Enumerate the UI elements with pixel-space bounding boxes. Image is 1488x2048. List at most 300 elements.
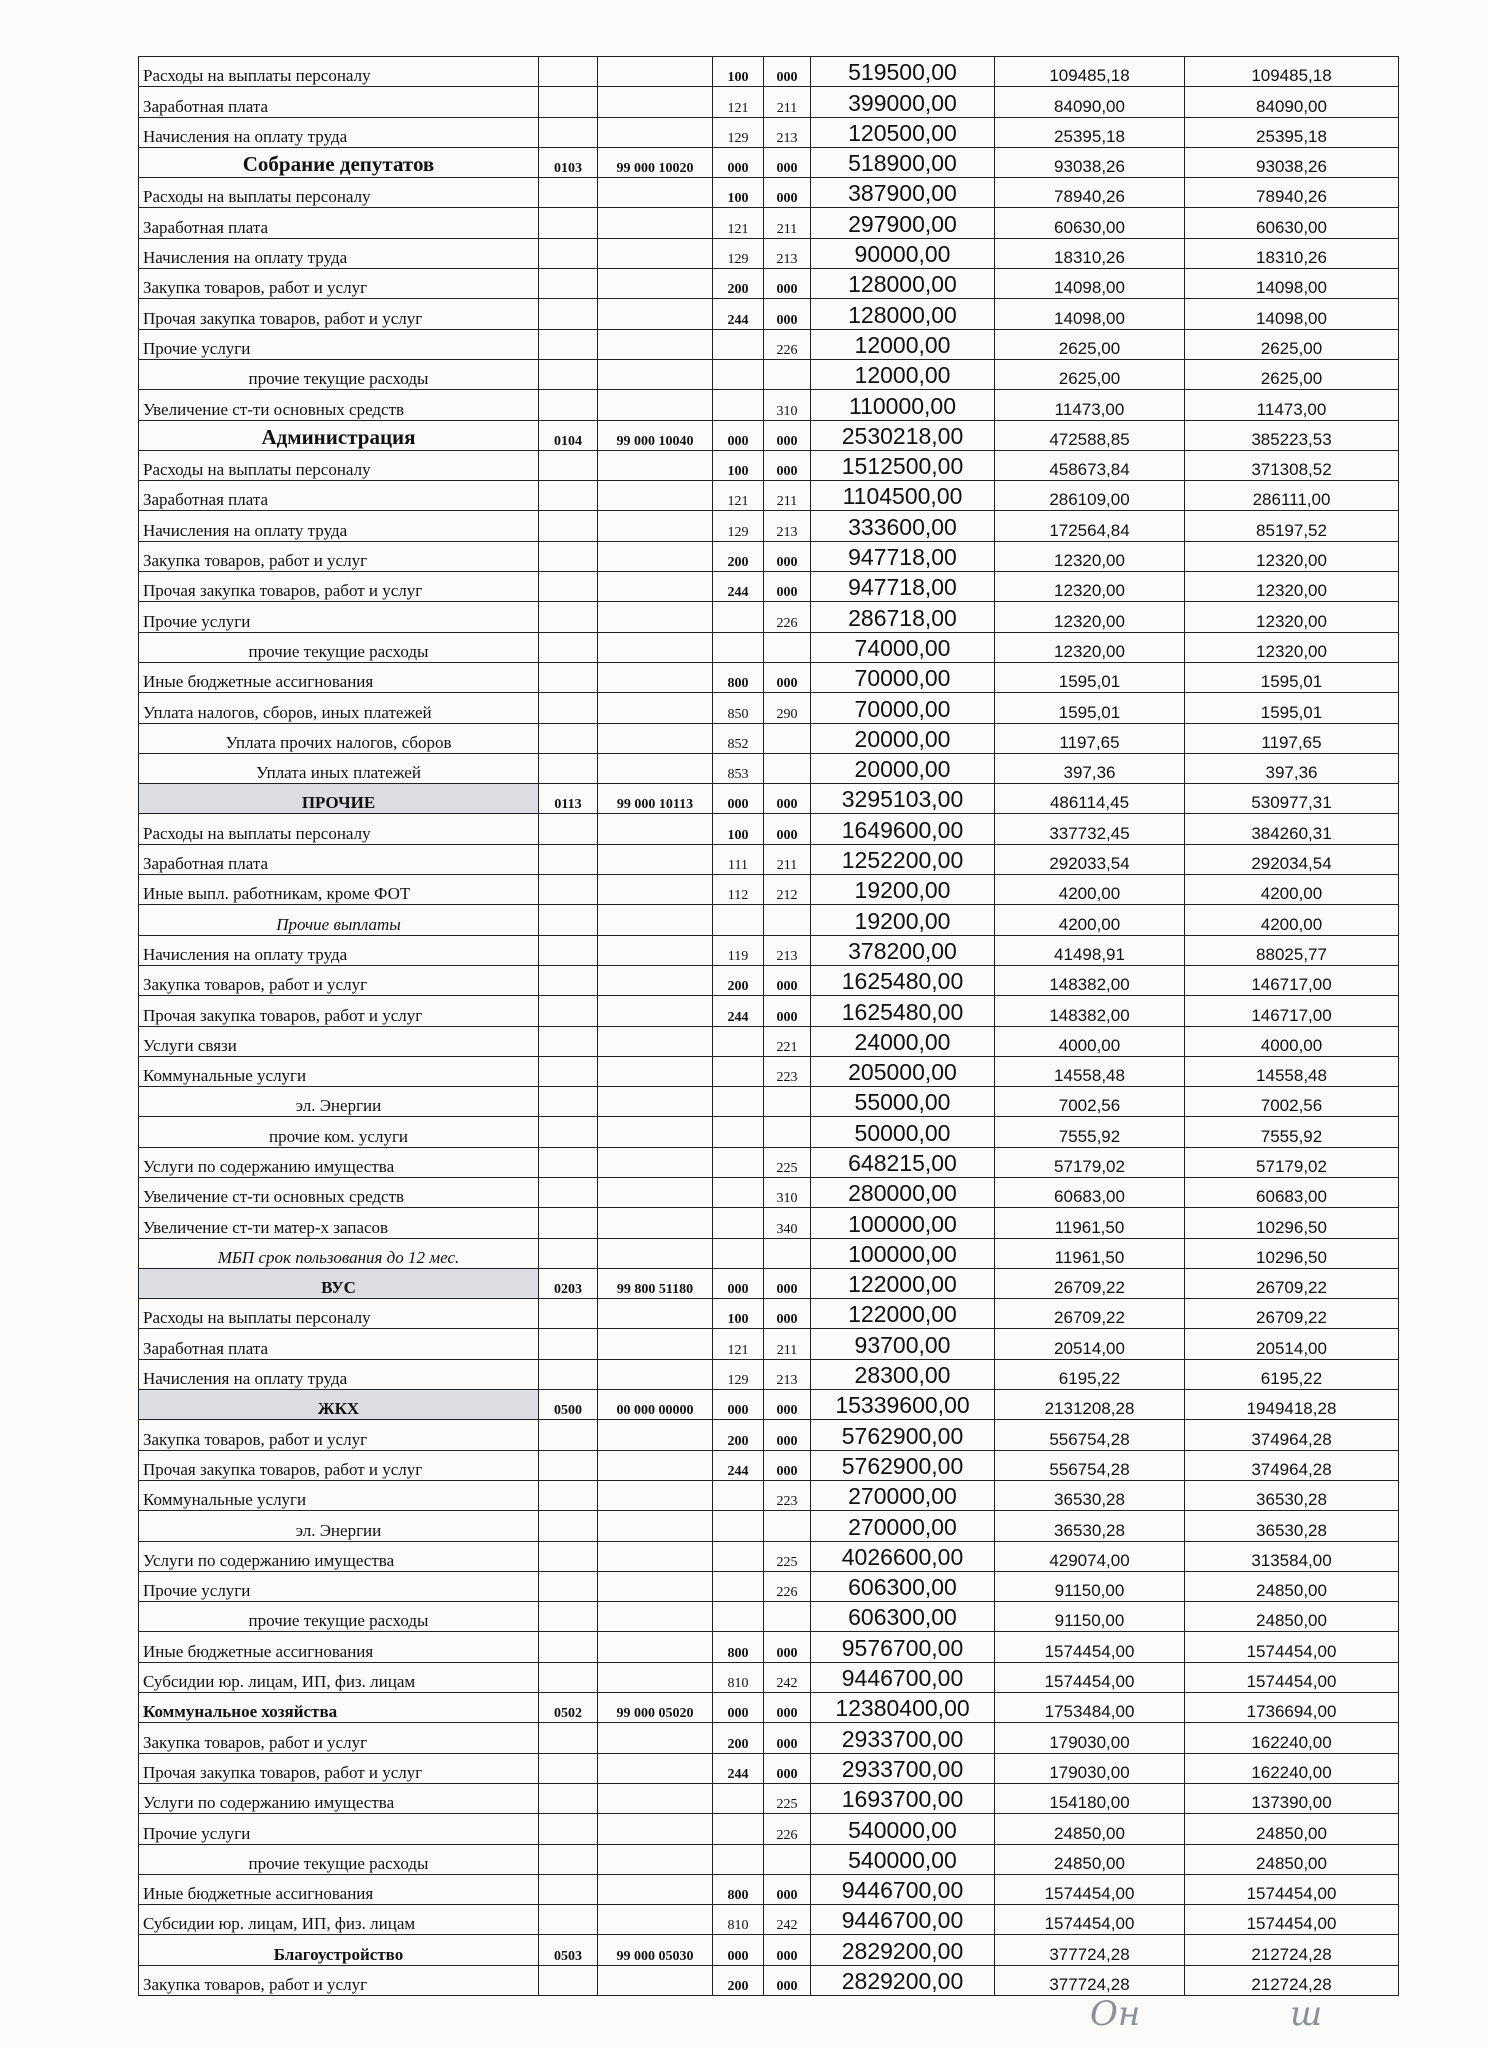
row-name-cell: Услуги по содержанию имущества <box>139 1147 539 1177</box>
row-kosgu-cell: 213 <box>764 935 811 965</box>
table-row <box>139 1480 1399 1510</box>
row-expense-type-cell: 200 <box>713 1420 764 1450</box>
table-row <box>139 753 1399 783</box>
row-fact2-cell: 1574454,00 <box>1185 1905 1399 1935</box>
row-section-cell <box>539 57 598 87</box>
row-section-cell <box>539 1299 598 1329</box>
row-fact2-cell: 1197,65 <box>1185 723 1399 753</box>
row-section-cell <box>539 359 598 389</box>
row-kosgu-cell: 221 <box>764 1026 811 1056</box>
row-fact2-cell: 18310,26 <box>1185 238 1399 268</box>
row-plan-cell: 540000,00 <box>811 1814 995 1844</box>
row-name-cell: Закупка товаров, работ и услуг <box>139 1723 539 1753</box>
row-name-cell: Услуги по содержанию имущества <box>139 1541 539 1571</box>
row-article-cell <box>598 450 713 480</box>
table-row <box>139 238 1399 268</box>
row-kosgu-cell: 225 <box>764 1147 811 1177</box>
row-plan-cell: 1649600,00 <box>811 814 995 844</box>
row-fact1-cell: 20514,00 <box>995 1329 1185 1359</box>
row-kosgu-cell <box>764 632 811 662</box>
row-section-cell <box>539 1874 598 1904</box>
row-kosgu-cell <box>764 1844 811 1874</box>
row-expense-type-cell: 000 <box>713 1390 764 1420</box>
row-article-cell <box>598 572 713 602</box>
row-article-cell <box>598 1117 713 1147</box>
handwritten-mark-1: Он <box>1090 1994 1141 2034</box>
row-fact1-cell: 109485,18 <box>995 57 1185 87</box>
row-fact1-cell: 36530,28 <box>995 1511 1185 1541</box>
row-fact1-cell: 1574454,00 <box>995 1662 1185 1692</box>
row-fact2-cell: 397,36 <box>1185 753 1399 783</box>
row-expense-type-cell <box>713 1541 764 1571</box>
row-section-cell <box>539 1329 598 1359</box>
row-fact1-cell: 486114,45 <box>995 784 1185 814</box>
row-plan-cell: 648215,00 <box>811 1147 995 1177</box>
row-name-cell: прочие текущие расходы <box>139 1844 539 1874</box>
row-name-cell: Заработная плата <box>139 208 539 238</box>
row-name-cell: ПРОЧИЕ <box>139 784 539 814</box>
row-expense-type-cell: 244 <box>713 996 764 1026</box>
row-article-cell <box>598 359 713 389</box>
row-plan-cell: 1512500,00 <box>811 450 995 480</box>
row-expense-type-cell: 810 <box>713 1662 764 1692</box>
row-article-cell <box>598 1541 713 1571</box>
row-fact1-cell: 179030,00 <box>995 1753 1185 1783</box>
row-fact2-cell: 212724,28 <box>1185 1935 1399 1965</box>
row-name-cell: Услуги по содержанию имущества <box>139 1783 539 1813</box>
row-fact2-cell: 292034,54 <box>1185 844 1399 874</box>
table-row <box>139 935 1399 965</box>
row-plan-cell: 9446700,00 <box>811 1874 995 1904</box>
row-article-cell <box>598 117 713 147</box>
row-expense-type-cell: 810 <box>713 1905 764 1935</box>
row-kosgu-cell <box>764 1117 811 1147</box>
row-kosgu-cell: 213 <box>764 1359 811 1389</box>
table-row <box>139 662 1399 692</box>
row-expense-type-cell: 121 <box>713 208 764 238</box>
row-section-cell <box>539 481 598 511</box>
row-expense-type-cell <box>713 632 764 662</box>
row-fact1-cell: 12320,00 <box>995 572 1185 602</box>
row-article-cell <box>598 1965 713 1995</box>
row-plan-cell: 120500,00 <box>811 117 995 147</box>
row-fact1-cell: 12320,00 <box>995 602 1185 632</box>
row-kosgu-cell: 211 <box>764 87 811 117</box>
row-kosgu-cell: 000 <box>764 1693 811 1723</box>
row-section-cell <box>539 996 598 1026</box>
row-article-cell <box>598 299 713 329</box>
row-name-cell: Прочие услуги <box>139 329 539 359</box>
row-plan-cell: 333600,00 <box>811 511 995 541</box>
row-name-cell: Начисления на оплату труда <box>139 238 539 268</box>
row-section-cell: 0104 <box>539 420 598 450</box>
row-name-cell: Расходы на выплаты персоналу <box>139 178 539 208</box>
table-row <box>139 1420 1399 1450</box>
row-expense-type-cell: 000 <box>713 420 764 450</box>
row-kosgu-cell: 000 <box>764 147 811 177</box>
row-section-cell <box>539 450 598 480</box>
row-fact1-cell: 26709,22 <box>995 1268 1185 1298</box>
row-fact2-cell: 371308,52 <box>1185 450 1399 480</box>
row-plan-cell: 1252200,00 <box>811 844 995 874</box>
row-fact2-cell: 26709,22 <box>1185 1299 1399 1329</box>
row-kosgu-cell: 000 <box>764 1299 811 1329</box>
row-section-cell <box>539 814 598 844</box>
row-plan-cell: 297900,00 <box>811 208 995 238</box>
row-expense-type-cell: 100 <box>713 1299 764 1329</box>
row-expense-type-cell: 200 <box>713 269 764 299</box>
row-kosgu-cell: 310 <box>764 390 811 420</box>
row-fact2-cell: 385223,53 <box>1185 420 1399 450</box>
row-plan-cell: 122000,00 <box>811 1299 995 1329</box>
row-expense-type-cell: 121 <box>713 1329 764 1359</box>
row-plan-cell: 518900,00 <box>811 147 995 177</box>
table-row <box>139 541 1399 571</box>
row-name-cell: Иные выпл. работникам, кроме ФОТ <box>139 875 539 905</box>
row-fact1-cell: 1574454,00 <box>995 1874 1185 1904</box>
row-section-cell <box>539 1814 598 1844</box>
row-fact2-cell: 146717,00 <box>1185 996 1399 1026</box>
row-kosgu-cell <box>764 905 811 935</box>
row-name-cell: прочие текущие расходы <box>139 632 539 662</box>
row-plan-cell: 270000,00 <box>811 1511 995 1541</box>
row-name-cell: Закупка товаров, работ и услуг <box>139 965 539 995</box>
row-kosgu-cell: 310 <box>764 1177 811 1207</box>
row-plan-cell: 286718,00 <box>811 602 995 632</box>
row-expense-type-cell <box>713 1480 764 1510</box>
row-fact2-cell: 14098,00 <box>1185 299 1399 329</box>
row-fact2-cell: 24850,00 <box>1185 1844 1399 1874</box>
row-fact2-cell: 1574454,00 <box>1185 1874 1399 1904</box>
row-expense-type-cell <box>713 1117 764 1147</box>
row-article-cell <box>598 935 713 965</box>
row-fact1-cell: 556754,28 <box>995 1450 1185 1480</box>
row-article-cell <box>598 1329 713 1359</box>
row-article-cell <box>598 1480 713 1510</box>
table-row <box>139 1844 1399 1874</box>
row-plan-cell: 70000,00 <box>811 693 995 723</box>
row-fact1-cell: 2131208,28 <box>995 1390 1185 1420</box>
row-fact1-cell: 148382,00 <box>995 996 1185 1026</box>
row-expense-type-cell: 244 <box>713 572 764 602</box>
row-fact2-cell: 286111,00 <box>1185 481 1399 511</box>
row-section-cell <box>539 1511 598 1541</box>
row-plan-cell: 280000,00 <box>811 1177 995 1207</box>
row-plan-cell: 1625480,00 <box>811 996 995 1026</box>
row-section-cell <box>539 329 598 359</box>
row-expense-type-cell: 111 <box>713 844 764 874</box>
row-section-cell <box>539 269 598 299</box>
table-row <box>139 299 1399 329</box>
row-name-cell: Коммунальное хозяйства <box>139 1693 539 1723</box>
row-fact1-cell: 337732,45 <box>995 814 1185 844</box>
row-fact2-cell: 12320,00 <box>1185 541 1399 571</box>
row-fact2-cell: 1595,01 <box>1185 662 1399 692</box>
row-expense-type-cell: 852 <box>713 723 764 753</box>
row-section-cell <box>539 1238 598 1268</box>
row-section-cell <box>539 1117 598 1147</box>
row-article-cell <box>598 208 713 238</box>
row-plan-cell: 399000,00 <box>811 87 995 117</box>
row-name-cell: Услуги связи <box>139 1026 539 1056</box>
row-kosgu-cell: 000 <box>764 1753 811 1783</box>
row-section-cell: 0503 <box>539 1935 598 1965</box>
row-fact1-cell: 1574454,00 <box>995 1905 1185 1935</box>
row-section-cell <box>539 844 598 874</box>
table-row <box>139 1390 1399 1420</box>
row-fact1-cell: 154180,00 <box>995 1783 1185 1813</box>
table-row <box>139 1268 1399 1298</box>
row-kosgu-cell: 000 <box>764 269 811 299</box>
table-row <box>139 1723 1399 1753</box>
row-name-cell: Расходы на выплаты персоналу <box>139 57 539 87</box>
row-kosgu-cell: 000 <box>764 178 811 208</box>
row-plan-cell: 205000,00 <box>811 1056 995 1086</box>
row-fact1-cell: 397,36 <box>995 753 1185 783</box>
row-article-cell <box>598 844 713 874</box>
row-fact2-cell: 20514,00 <box>1185 1329 1399 1359</box>
row-fact2-cell: 1949418,28 <box>1185 1390 1399 1420</box>
row-plan-cell: 9576700,00 <box>811 1632 995 1662</box>
row-plan-cell: 2829200,00 <box>811 1965 995 1995</box>
row-article-cell <box>598 996 713 1026</box>
row-plan-cell: 3295103,00 <box>811 784 995 814</box>
row-fact2-cell: 313584,00 <box>1185 1541 1399 1571</box>
row-fact1-cell: 4200,00 <box>995 905 1185 935</box>
row-name-cell: Иные бюджетные ассигнования <box>139 662 539 692</box>
row-kosgu-cell: 000 <box>764 541 811 571</box>
row-name-cell: Прочая закупка товаров, работ и услуг <box>139 299 539 329</box>
row-name-cell: Начисления на оплату труда <box>139 935 539 965</box>
row-fact2-cell: 4200,00 <box>1185 875 1399 905</box>
table-row <box>139 602 1399 632</box>
row-article-cell <box>598 541 713 571</box>
row-fact2-cell: 212724,28 <box>1185 1965 1399 1995</box>
row-kosgu-cell: 226 <box>764 329 811 359</box>
row-name-cell: прочие текущие расходы <box>139 359 539 389</box>
row-name-cell: Начисления на оплату труда <box>139 511 539 541</box>
row-fact1-cell: 14098,00 <box>995 269 1185 299</box>
row-expense-type-cell <box>713 1511 764 1541</box>
row-plan-cell: 12380400,00 <box>811 1693 995 1723</box>
row-name-cell: Прочая закупка товаров, работ и услуг <box>139 1450 539 1480</box>
row-fact1-cell: 24850,00 <box>995 1844 1185 1874</box>
row-expense-type-cell <box>713 1783 764 1813</box>
row-fact1-cell: 148382,00 <box>995 965 1185 995</box>
row-kosgu-cell: 225 <box>764 1541 811 1571</box>
row-kosgu-cell: 000 <box>764 814 811 844</box>
row-fact2-cell: 4000,00 <box>1185 1026 1399 1056</box>
row-plan-cell: 50000,00 <box>811 1117 995 1147</box>
row-fact1-cell: 11961,50 <box>995 1238 1185 1268</box>
row-kosgu-cell: 000 <box>764 1390 811 1420</box>
table-row <box>139 511 1399 541</box>
row-section-cell <box>539 965 598 995</box>
row-name-cell: Закупка товаров, работ и услуг <box>139 1965 539 1995</box>
table-row <box>139 1238 1399 1268</box>
row-expense-type-cell <box>713 602 764 632</box>
row-name-cell: Заработная плата <box>139 1329 539 1359</box>
row-fact1-cell: 18310,26 <box>995 238 1185 268</box>
row-fact2-cell: 85197,52 <box>1185 511 1399 541</box>
table-row <box>139 269 1399 299</box>
row-name-cell: Прочая закупка товаров, работ и услуг <box>139 996 539 1026</box>
row-article-cell <box>598 1874 713 1904</box>
row-article-cell <box>598 57 713 87</box>
row-section-cell <box>539 1905 598 1935</box>
row-expense-type-cell <box>713 1814 764 1844</box>
row-expense-type-cell: 129 <box>713 117 764 147</box>
row-expense-type-cell: 100 <box>713 814 764 844</box>
row-section-cell <box>539 238 598 268</box>
row-fact2-cell: 146717,00 <box>1185 965 1399 995</box>
row-article-cell <box>598 1087 713 1117</box>
row-kosgu-cell: 000 <box>764 662 811 692</box>
row-article-cell: 99 000 10113 <box>598 784 713 814</box>
row-fact1-cell: 286109,00 <box>995 481 1185 511</box>
row-fact1-cell: 377724,28 <box>995 1965 1185 1995</box>
table-row <box>139 1450 1399 1480</box>
row-fact2-cell: 14098,00 <box>1185 269 1399 299</box>
row-expense-type-cell: 853 <box>713 753 764 783</box>
table-row <box>139 1874 1399 1904</box>
row-plan-cell: 1104500,00 <box>811 481 995 511</box>
row-kosgu-cell: 290 <box>764 693 811 723</box>
row-expense-type-cell: 200 <box>713 1965 764 1995</box>
row-fact1-cell: 26709,22 <box>995 1299 1185 1329</box>
row-kosgu-cell: 000 <box>764 1420 811 1450</box>
budget-execution-table <box>138 56 1399 1996</box>
row-fact1-cell: 41498,91 <box>995 935 1185 965</box>
row-name-cell: Коммунальные услуги <box>139 1056 539 1086</box>
table-row <box>139 1026 1399 1056</box>
row-kosgu-cell: 340 <box>764 1208 811 1238</box>
row-section-cell <box>539 178 598 208</box>
row-article-cell <box>598 753 713 783</box>
row-plan-cell: 70000,00 <box>811 662 995 692</box>
row-expense-type-cell: 129 <box>713 1359 764 1389</box>
row-section-cell <box>539 1420 598 1450</box>
row-section-cell <box>539 1480 598 1510</box>
row-section-cell <box>539 753 598 783</box>
row-fact2-cell: 1574454,00 <box>1185 1632 1399 1662</box>
row-fact2-cell: 374964,28 <box>1185 1450 1399 1480</box>
row-section-cell <box>539 693 598 723</box>
row-section-cell <box>539 602 598 632</box>
row-fact2-cell: 12320,00 <box>1185 602 1399 632</box>
row-name-cell: Увеличение ст-ти матер-х запасов <box>139 1208 539 1238</box>
row-article-cell: 99 000 05030 <box>598 1935 713 1965</box>
row-kosgu-cell: 000 <box>764 57 811 87</box>
row-fact2-cell: 2625,00 <box>1185 359 1399 389</box>
row-name-cell: Благоустройство <box>139 1935 539 1965</box>
row-kosgu-cell: 226 <box>764 1814 811 1844</box>
row-plan-cell: 93700,00 <box>811 1329 995 1359</box>
row-expense-type-cell: 000 <box>713 784 764 814</box>
row-section-cell <box>539 1965 598 1995</box>
row-fact1-cell: 172564,84 <box>995 511 1185 541</box>
row-section-cell <box>539 511 598 541</box>
row-section-cell <box>539 1783 598 1813</box>
row-plan-cell: 5762900,00 <box>811 1450 995 1480</box>
row-fact1-cell: 12320,00 <box>995 632 1185 662</box>
row-name-cell: Расходы на выплаты персоналу <box>139 450 539 480</box>
row-expense-type-cell: 244 <box>713 1753 764 1783</box>
row-fact1-cell: 377724,28 <box>995 1935 1185 1965</box>
row-kosgu-cell: 226 <box>764 602 811 632</box>
row-fact1-cell: 429074,00 <box>995 1541 1185 1571</box>
row-fact2-cell: 36530,28 <box>1185 1480 1399 1510</box>
row-kosgu-cell: 000 <box>764 1450 811 1480</box>
table-row <box>139 1935 1399 1965</box>
table-row <box>139 57 1399 87</box>
row-kosgu-cell: 000 <box>764 996 811 1026</box>
row-plan-cell: 606300,00 <box>811 1602 995 1632</box>
row-fact1-cell: 12320,00 <box>995 541 1185 571</box>
row-section-cell: 0500 <box>539 1390 598 1420</box>
row-fact1-cell: 24850,00 <box>995 1814 1185 1844</box>
row-fact2-cell: 137390,00 <box>1185 1783 1399 1813</box>
row-article-cell <box>598 511 713 541</box>
row-article-cell: 99 000 10020 <box>598 147 713 177</box>
table-row <box>139 1511 1399 1541</box>
table-row <box>139 420 1399 450</box>
row-fact1-cell: 2625,00 <box>995 329 1185 359</box>
row-kosgu-cell: 223 <box>764 1480 811 1510</box>
row-fact2-cell: 109485,18 <box>1185 57 1399 87</box>
row-plan-cell: 12000,00 <box>811 329 995 359</box>
row-plan-cell: 19200,00 <box>811 875 995 905</box>
row-article-cell: 99 000 05020 <box>598 1693 713 1723</box>
row-name-cell: Коммунальные услуги <box>139 1480 539 1510</box>
row-fact2-cell: 1736694,00 <box>1185 1693 1399 1723</box>
row-expense-type-cell: 850 <box>713 693 764 723</box>
row-expense-type-cell: 800 <box>713 662 764 692</box>
row-name-cell: Администрация <box>139 420 539 450</box>
row-kosgu-cell: 211 <box>764 844 811 874</box>
row-fact2-cell: 384260,31 <box>1185 814 1399 844</box>
row-plan-cell: 270000,00 <box>811 1480 995 1510</box>
row-fact2-cell: 1595,01 <box>1185 693 1399 723</box>
row-fact1-cell: 25395,18 <box>995 117 1185 147</box>
row-fact2-cell: 162240,00 <box>1185 1723 1399 1753</box>
table-row <box>139 1814 1399 1844</box>
row-plan-cell: 5762900,00 <box>811 1420 995 1450</box>
row-name-cell: эл. Энергии <box>139 1511 539 1541</box>
row-kosgu-cell <box>764 723 811 753</box>
row-kosgu-cell: 000 <box>764 1965 811 1995</box>
row-section-cell <box>539 1177 598 1207</box>
row-fact1-cell: 556754,28 <box>995 1420 1185 1450</box>
row-kosgu-cell: 000 <box>764 1632 811 1662</box>
row-kosgu-cell: 000 <box>764 420 811 450</box>
table-body <box>139 57 1399 1996</box>
row-name-cell: Уплата прочих налогов, сборов <box>139 723 539 753</box>
row-section-cell <box>539 1147 598 1177</box>
row-plan-cell: 519500,00 <box>811 57 995 87</box>
table-row <box>139 481 1399 511</box>
row-expense-type-cell: 800 <box>713 1874 764 1904</box>
row-expense-type-cell <box>713 1571 764 1601</box>
row-name-cell: Прочие услуги <box>139 602 539 632</box>
row-expense-type-cell <box>713 1602 764 1632</box>
row-fact1-cell: 1595,01 <box>995 662 1185 692</box>
row-expense-type-cell: 121 <box>713 87 764 117</box>
row-fact1-cell: 4000,00 <box>995 1026 1185 1056</box>
row-article-cell <box>598 965 713 995</box>
table-row <box>139 572 1399 602</box>
row-plan-cell: 19200,00 <box>811 905 995 935</box>
